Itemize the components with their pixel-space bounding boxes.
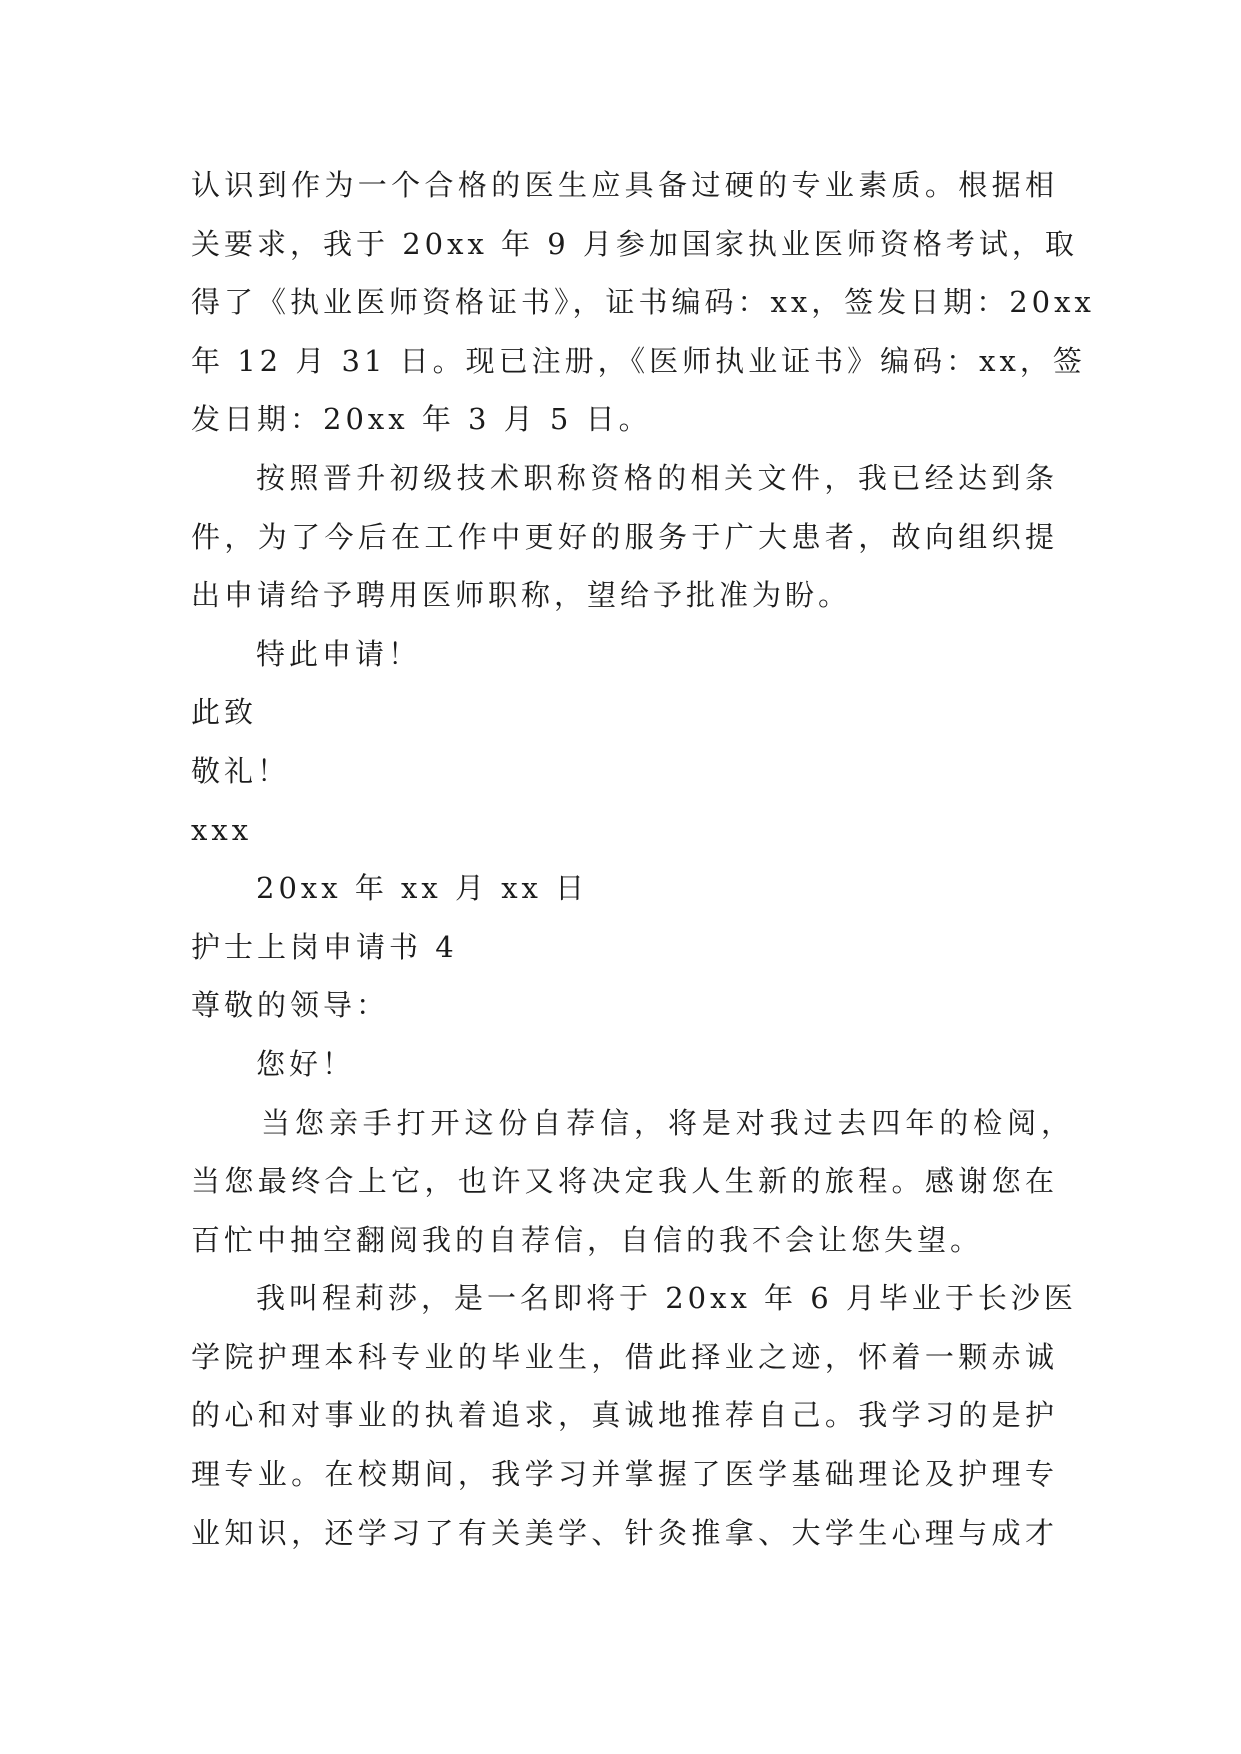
text-line: 发日期：20xx 年 3 月 5 日。 xyxy=(191,402,652,437)
greeting: 您好！ xyxy=(256,1046,356,1081)
addressee: 尊敬的领导： xyxy=(191,988,390,1023)
text-line: 按照晋升初级技术职称资格的相关文件，我已经达到条 xyxy=(256,460,1058,495)
text-line: 件，为了今后在工作中更好的服务于广大患者，故向组织提 xyxy=(191,519,1058,554)
letter-4-paragraph-2 xyxy=(191,1269,1077,1562)
text-line: 业知识，还学习了有关美学、针灸推拿、大学生心理与成才 xyxy=(191,1515,1058,1550)
text-line: 得了《执业医师资格证书》，证书编码：xx，签发日期：20xx xyxy=(191,285,1095,320)
text-line: 当您最终合上它，也许又将决定我人生新的旅程。感谢您在 xyxy=(191,1164,1058,1199)
letter-3-paragraph-2 xyxy=(191,449,1058,625)
closing-request: 特此申请！ xyxy=(256,636,422,671)
document-body xyxy=(191,156,1095,1562)
text-line: 年 12 月 31 日。现已注册，《医师执业证书》编码：xx，签 xyxy=(191,343,1086,378)
text-line: 我叫程莉莎，是一名即将于 20xx 年 6 月毕业于长沙医 xyxy=(256,1281,1077,1316)
text-line: 学院护理本科专业的毕业生，借此择业之迹，怀着一颗赤诚 xyxy=(191,1339,1058,1374)
text-line: 百忙中抽空翻阅我的自荐信，自信的我不会让您失望。 xyxy=(191,1222,984,1257)
closing-respect: 敬礼！ xyxy=(191,753,291,788)
letter-3-paragraph-1 xyxy=(191,156,1095,449)
letter-date: 20xx 年 xx 月 xx 日 xyxy=(256,871,589,906)
section-title: 护士上岗申请书 4 xyxy=(191,929,458,964)
text-line: 理专业。在校期间，我学习并掌握了医学基础理论及护理专 xyxy=(191,1457,1058,1492)
closing-salutation: 此致 xyxy=(191,695,258,730)
letter-4-paragraph-1 xyxy=(191,1094,1074,1270)
text-line: 出申请给予聘用医师职称，望给予批准为盼。 xyxy=(191,578,852,613)
signature: xxx xyxy=(191,812,253,847)
text-line: 认识到作为一个合格的医生应具备过硬的专业素质。根据相 xyxy=(191,168,1058,202)
text-line: 的心和对事业的执着追求，真诚地推荐自己。我学习的是护 xyxy=(191,1398,1058,1433)
text-line: 关要求，我于 20xx 年 9 月参加国家执业医师资格考试，取 xyxy=(191,226,1078,261)
text-line: 当您亲手打开这份自荐信，将是对我过去四年的检阅， xyxy=(261,1105,1074,1140)
